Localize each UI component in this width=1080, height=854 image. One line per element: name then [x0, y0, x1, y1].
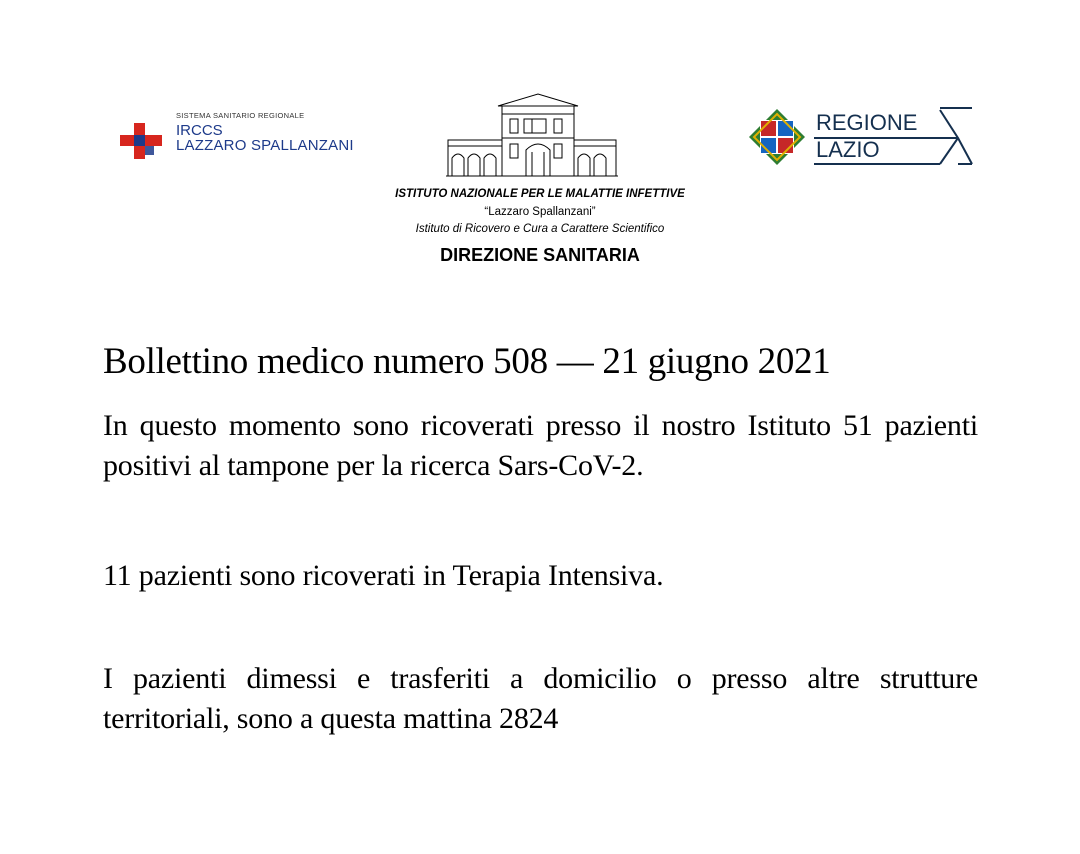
- regione-line2: LAZIO: [816, 137, 880, 162]
- logo-line2: LAZZARO SPALLANZANI: [176, 137, 354, 154]
- paragraph-discharged: I pazienti dimessi e trasferiti a domicilio o presso altre strutture territoriali, sono a questa mattina 2824: [103, 662, 978, 735]
- regione-lazio-emblem-icon: [748, 108, 806, 166]
- regione-lines-icon: [808, 106, 978, 168]
- red-blue-cross-icon: [120, 123, 162, 159]
- paragraph-admitted: In questo momento sono ricoverati presso il nostro Istituto 51 pazienti positivi al tampone per la ricerca Sars-CoV-2.: [103, 409, 978, 482]
- institute-name: ISTITUTO NAZIONALE PER LE MALATTIE INFETTIVE: [395, 188, 685, 200]
- regione-line1: REGIONE: [816, 110, 918, 135]
- institute-quote: “Lazzaro Spallanzani”: [484, 206, 596, 218]
- bulletin-title: Bollettino medico numero 508 — 21 giugno 2021: [103, 341, 831, 382]
- direction-heading: DIREZIONE SANITARIA: [440, 245, 640, 265]
- institute-building-icon: [446, 92, 618, 178]
- paragraph-intensive-care: 11 pazienti sono ricoverati in Terapia Intensiva.: [103, 559, 664, 592]
- institute-subtitle: Istituto di Ricovero e Cura a Carattere Scientifico: [415, 223, 665, 235]
- regione-lazio-logo: [748, 106, 978, 168]
- logo-line1: IRCCS: [176, 122, 223, 139]
- logo-system-text: SISTEMA SANITARIO REGIONALE: [176, 111, 305, 120]
- irccs-spallanzani-logo: [120, 106, 365, 166]
